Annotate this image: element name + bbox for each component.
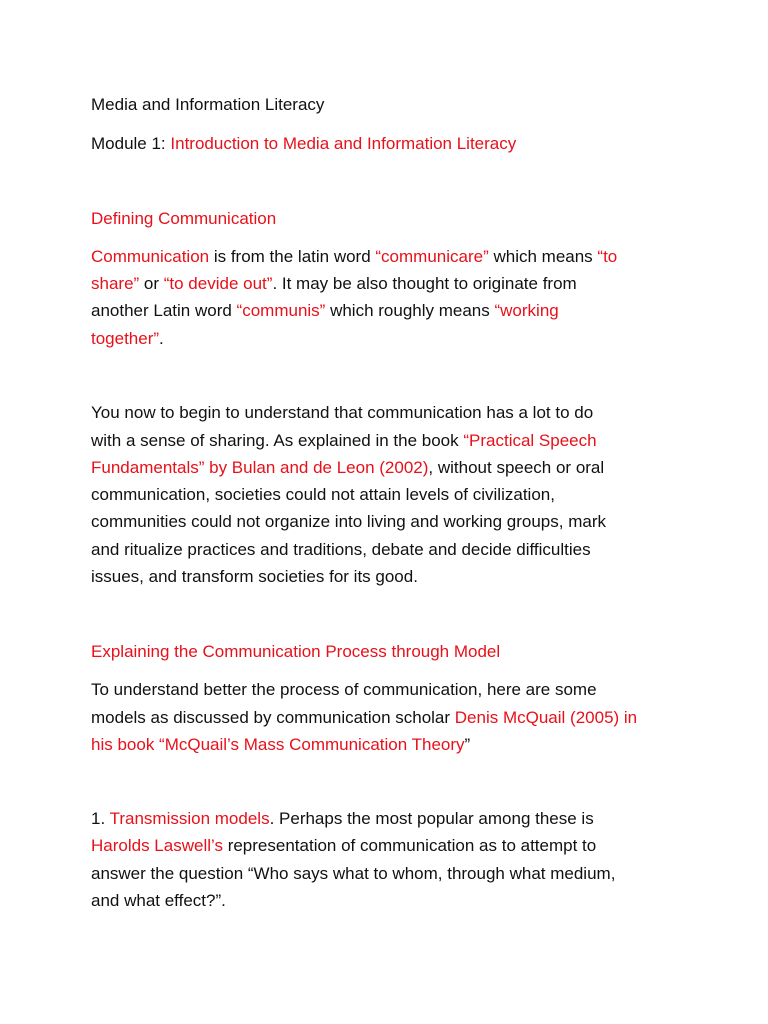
text-span: , without speech or oral bbox=[428, 458, 605, 477]
term-communis: “communis” bbox=[236, 301, 326, 320]
text-span: . bbox=[159, 329, 164, 348]
term-to-devide-out: “to devide out” bbox=[163, 274, 273, 293]
text-span: which means bbox=[488, 247, 598, 266]
paragraph-line bbox=[91, 512, 606, 532]
term-to-share: “to bbox=[597, 247, 618, 266]
paragraph-line bbox=[91, 735, 470, 755]
text-span: issues, and transform societies for its good. bbox=[91, 567, 418, 586]
document-title bbox=[91, 95, 324, 115]
text-span: is from the latin word bbox=[209, 247, 376, 266]
paragraph-line bbox=[91, 864, 615, 884]
term-communication: Communication bbox=[91, 247, 210, 266]
paragraph-line bbox=[91, 540, 591, 560]
text-span: . Perhaps the most popular among these is bbox=[269, 809, 594, 828]
module-title bbox=[91, 134, 516, 154]
paragraph-line bbox=[91, 247, 617, 267]
paragraph-line bbox=[91, 274, 577, 294]
text-span: representation of communication as to attempt to bbox=[222, 836, 597, 855]
scholar-citation: Denis McQuail (2005) in bbox=[454, 708, 638, 727]
text-span: with a sense of sharing. As explained in the book bbox=[91, 431, 464, 450]
paragraph-line bbox=[91, 708, 637, 728]
document-title-text: Media and Information Literacy bbox=[91, 95, 325, 114]
text-span: which roughly means bbox=[325, 301, 495, 320]
term-transmission-models: Transmission models bbox=[109, 809, 270, 828]
text-span: communities could not organize into living and working groups, mark bbox=[91, 512, 606, 531]
paragraph-line bbox=[91, 301, 559, 321]
text-span: communication, societies could not attain levels of civilization, bbox=[91, 485, 555, 504]
text-span: ” bbox=[464, 735, 471, 754]
paragraph-line bbox=[91, 680, 597, 700]
term-to-share: share” bbox=[91, 274, 140, 293]
paragraph-line bbox=[91, 329, 164, 349]
term-communicare: “communicare” bbox=[375, 247, 489, 266]
section-heading-communication-process bbox=[91, 642, 500, 662]
term-working-together: together” bbox=[91, 329, 160, 348]
paragraph-line bbox=[91, 836, 596, 856]
paragraph-line bbox=[91, 403, 593, 423]
text-span: To understand better the process of communication, here are some bbox=[91, 680, 597, 699]
paragraph-line bbox=[91, 458, 604, 478]
section-heading-text: Explaining the Communication Process through Model bbox=[91, 642, 501, 661]
text-span: another Latin word bbox=[91, 301, 237, 320]
text-span: and what effect?”. bbox=[91, 891, 226, 910]
term-working-together: “working bbox=[494, 301, 559, 320]
paragraph-line bbox=[91, 567, 418, 587]
paragraph-line bbox=[91, 431, 597, 451]
text-span: answer the question “Who says what to whom, through what medium, bbox=[91, 864, 616, 883]
list-item bbox=[91, 809, 594, 829]
book-citation: Fundamentals” by Bulan and de Leon (2002) bbox=[91, 458, 429, 477]
paragraph-line bbox=[91, 485, 555, 505]
section-heading-defining-communication bbox=[91, 209, 276, 229]
text-span: . It may be also thought to originate from bbox=[272, 274, 577, 293]
list-number: 1. bbox=[91, 809, 110, 828]
text-span: models as discussed by communication scholar bbox=[91, 708, 455, 727]
module-prefix: Module 1: bbox=[91, 134, 171, 153]
book-citation: “Practical Speech bbox=[463, 431, 597, 450]
term-harolds-laswell: Harolds Laswell’s bbox=[91, 836, 223, 855]
paragraph-line bbox=[91, 891, 226, 911]
section-heading-text: Defining Communication bbox=[91, 209, 277, 228]
text-span: and ritualize practices and traditions, debate and decide difficulties bbox=[91, 540, 591, 559]
module-name: Introduction to Media and Information Literacy bbox=[170, 134, 517, 153]
text-span: You now to begin to understand that communication has a lot to do bbox=[91, 403, 594, 422]
scholar-citation: his book “McQuail’s Mass Communication Theory bbox=[91, 735, 465, 754]
text-span: or bbox=[139, 274, 164, 293]
